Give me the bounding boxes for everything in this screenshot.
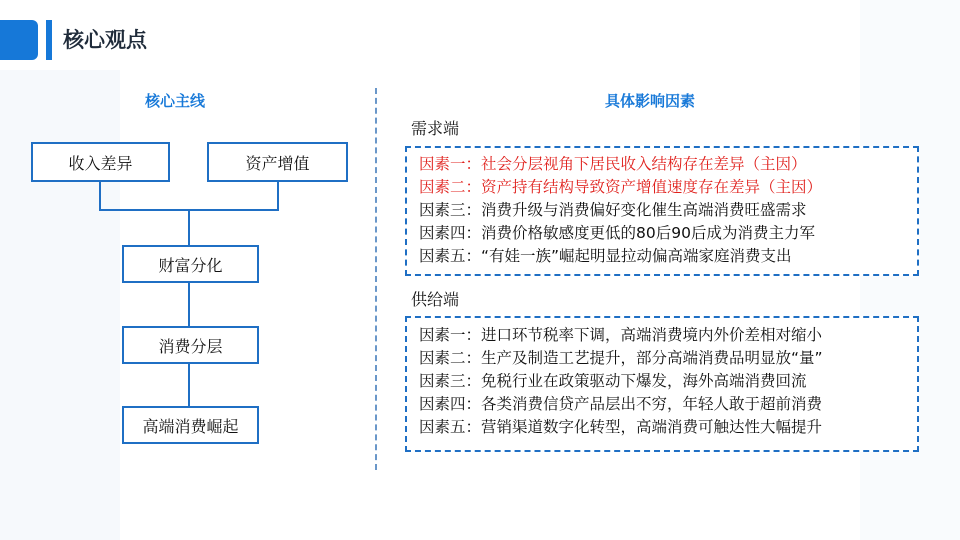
page-title: 核心观点 (63, 28, 147, 52)
supply-factor-2: 因素二：生产及制造工艺提升，部分高端消费品明显放“量” (419, 349, 823, 367)
box-consumption-tier: 消费分层 (122, 326, 259, 364)
section-divider (375, 88, 377, 470)
supply-factor-3: 因素三：免税行业在政策驱动下爆发，海外高端消费回流 (419, 372, 807, 390)
box-wealth-split: 财富分化 (122, 245, 259, 283)
demand-label: 需求端 (411, 119, 460, 138)
supply-label: 供给端 (411, 290, 460, 309)
connector-income (100, 181, 278, 210)
demand-factor-3: 因素三：消费升级与消费偏好变化催生高端消费旺盛需求 (419, 201, 807, 219)
supply-factor-4: 因素四：各类消费信贷产品层出不穷，年轻人敢于超前消费 (419, 395, 823, 413)
box-asset-growth: 资产增值 (207, 142, 348, 182)
demand-factor-1: 因素一：社会分层视角下居民收入结构存在差异（主因） (419, 155, 807, 173)
supply-factors-box (405, 316, 919, 452)
demand-factor-4: 因素四：消费价格敏感度更低的80后90后成为消费主力军 (419, 224, 815, 242)
demand-factor-5: 因素五：“有娃一族”崛起明显拉动偏高端家庭消费支出 (419, 247, 792, 265)
supply-factor-1: 因素一：进口环节税率下调，高端消费境内外价差相对缩小 (419, 326, 823, 344)
box-income-gap: 收入差异 (31, 142, 170, 182)
main-line-heading: 核心主线 (145, 92, 206, 110)
factors-heading: 具体影响因素 (605, 92, 696, 110)
demand-factor-2: 因素二：资产持有结构导致资产增值速度存在差异（主因） (419, 178, 823, 196)
box-high-end-rise: 高端消费崛起 (122, 406, 259, 444)
demand-factors-box (405, 146, 919, 276)
supply-factor-5: 因素五：营销渠道数字化转型，高端消费可触达性大幅提升 (419, 418, 823, 436)
